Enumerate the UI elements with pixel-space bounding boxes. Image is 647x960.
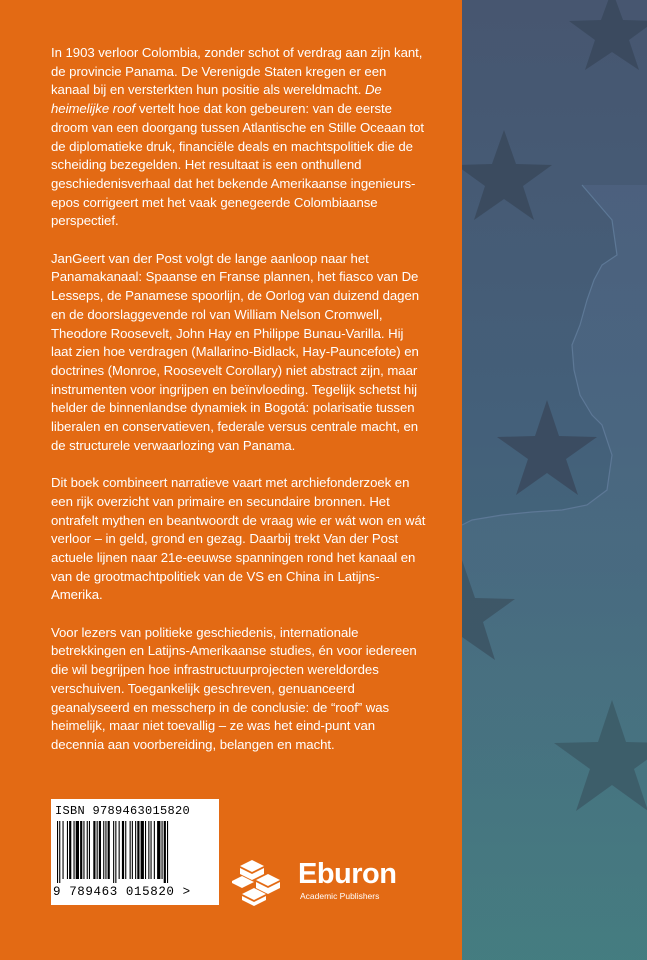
barcode-bar [93,821,95,879]
isbn-barcode [51,799,219,905]
barcode-bar [125,821,126,879]
barcode-bar [157,821,160,879]
book-title-italic: De heimelijke roof [51,82,382,117]
barcode-bar [67,821,68,879]
barcode-bar [69,821,71,879]
barcode-bar [63,821,64,879]
barcode-bar [97,821,98,879]
barcode-bar [154,821,155,879]
barcode-bar [108,821,110,879]
barcode-bar [57,821,58,883]
blurb-paragraph-4: Voor lezers van politieke geschiedenis, internationale betrekkingen en Latijns-Amerikaanse studies, én voor iedereen die wil begrijpen hoe infrastructuurprojecten wereldordes verschuiven. Toegankelijk geschreven, genuanceerd geanalyseerd en messcherp in de conclusie: de “roof” was heimelijk, maar niet toevallig – ze was het eind-punt van decennia aan voorbereiding, belangen en macht. [51,624,417,752]
barcode-bar [74,821,75,879]
barcode-bar [80,821,82,879]
isbn-label: ISBN 9789463015820 [55,804,191,818]
barcode-bar [137,821,139,879]
barcode-bar [130,821,131,879]
barcode-bar [83,821,84,879]
barcode-bar [99,821,101,879]
barcode [57,821,213,883]
barcode-bar [89,821,90,879]
barcode-bar [113,821,114,883]
barcode-bar [119,821,120,879]
barcode-bar [105,821,106,879]
barcode-bar [167,821,168,883]
publisher-name: Eburon [298,858,397,890]
publisher-subtitle: Academic Publishers [300,891,380,901]
barcode-bar [141,821,144,879]
blurb-paragraph-2: JanGeert van der Post volgt de lange aanloop naar het Panamakanaal: Spaanse en Franse plannen, het fiasco van De Lesseps, de Panamese spoorlijn, de Oorlog van duizend dagen en de doorslaggevende rol van William Nelson Cromwell, Theodore Roosevelt, John Hay en Philippe Bunau-Varilla. Hij laat zien hoe verdragen (Mallarino-Bidlack, Hay-Pauncefote) en doctrines (Monroe, Roosevelt Corollary) niet abstract zijn, maar instrumenten voor ingrijpen en beïnvloeding. Tegelijk schetst hij helder de binnenlandse dynamiek in Bogotá: polarisatie tussen liberalen en conservatieven, federale versus centrale macht, en de structurele verwaarlozing van Panama. [51,250,420,453]
blurb-paragraph-3: Dit boek combineert narratieve vaart met archiefonderzoek en een rijk overzicht van primaire en secundaire bronnen. Het ontrafelt mythen en beantwoordt de vraag wie er wát won en wát verloor – in geld, grond en gezag. Daarbij trekt Van der Post actuele lijnen naar 21e-eeuwse spanningen rond het kanaal en van de grootmachtpolitiek van de VS en China in Latijns-Amerika. [51,475,426,603]
blurb-paragraph-1: In 1903 verloor Colombia, zonder schot of verdrag aan zijn kant, de provincie Panama. De Verenigde Staten kregen er een kanaal bij en versterkten hun positie als wereldmacht. De heimelijke roof vertelt hoe dat kon gebeuren: van de eerste droom van een doorgang tussen Atlantische en Stille Oceaan tot de diplomatieke druk, financiële deals en machtspolitiek die de scheiding bezegelden. Het resultaat is een onthullend geschiedenisverhaal dat het bekende Amerikaanse ingenieurs-epos corrigeert met het vaak genegeerde Colombiaanse perspectief. [51,45,424,229]
barcode-bar [148,821,149,879]
barcode-bar [145,821,146,879]
barcode-bar [162,821,163,879]
barcode-bar [151,821,152,879]
barcode-bar [135,821,136,879]
map-panel [462,0,647,960]
barcode-bar [122,821,124,879]
blurb [51,44,426,773]
barcode-bar [76,821,79,879]
barcode-bar [103,821,104,879]
barcode-bar [164,821,166,883]
eburon-logo-icon [232,858,292,908]
barcode-bar [115,821,116,883]
barcode-bar [132,821,133,879]
barcode-bar [59,821,60,883]
isbn-digits: 9 789463 015820 > [53,885,191,899]
barcode-bar [87,821,88,879]
publisher-logo [232,858,402,908]
